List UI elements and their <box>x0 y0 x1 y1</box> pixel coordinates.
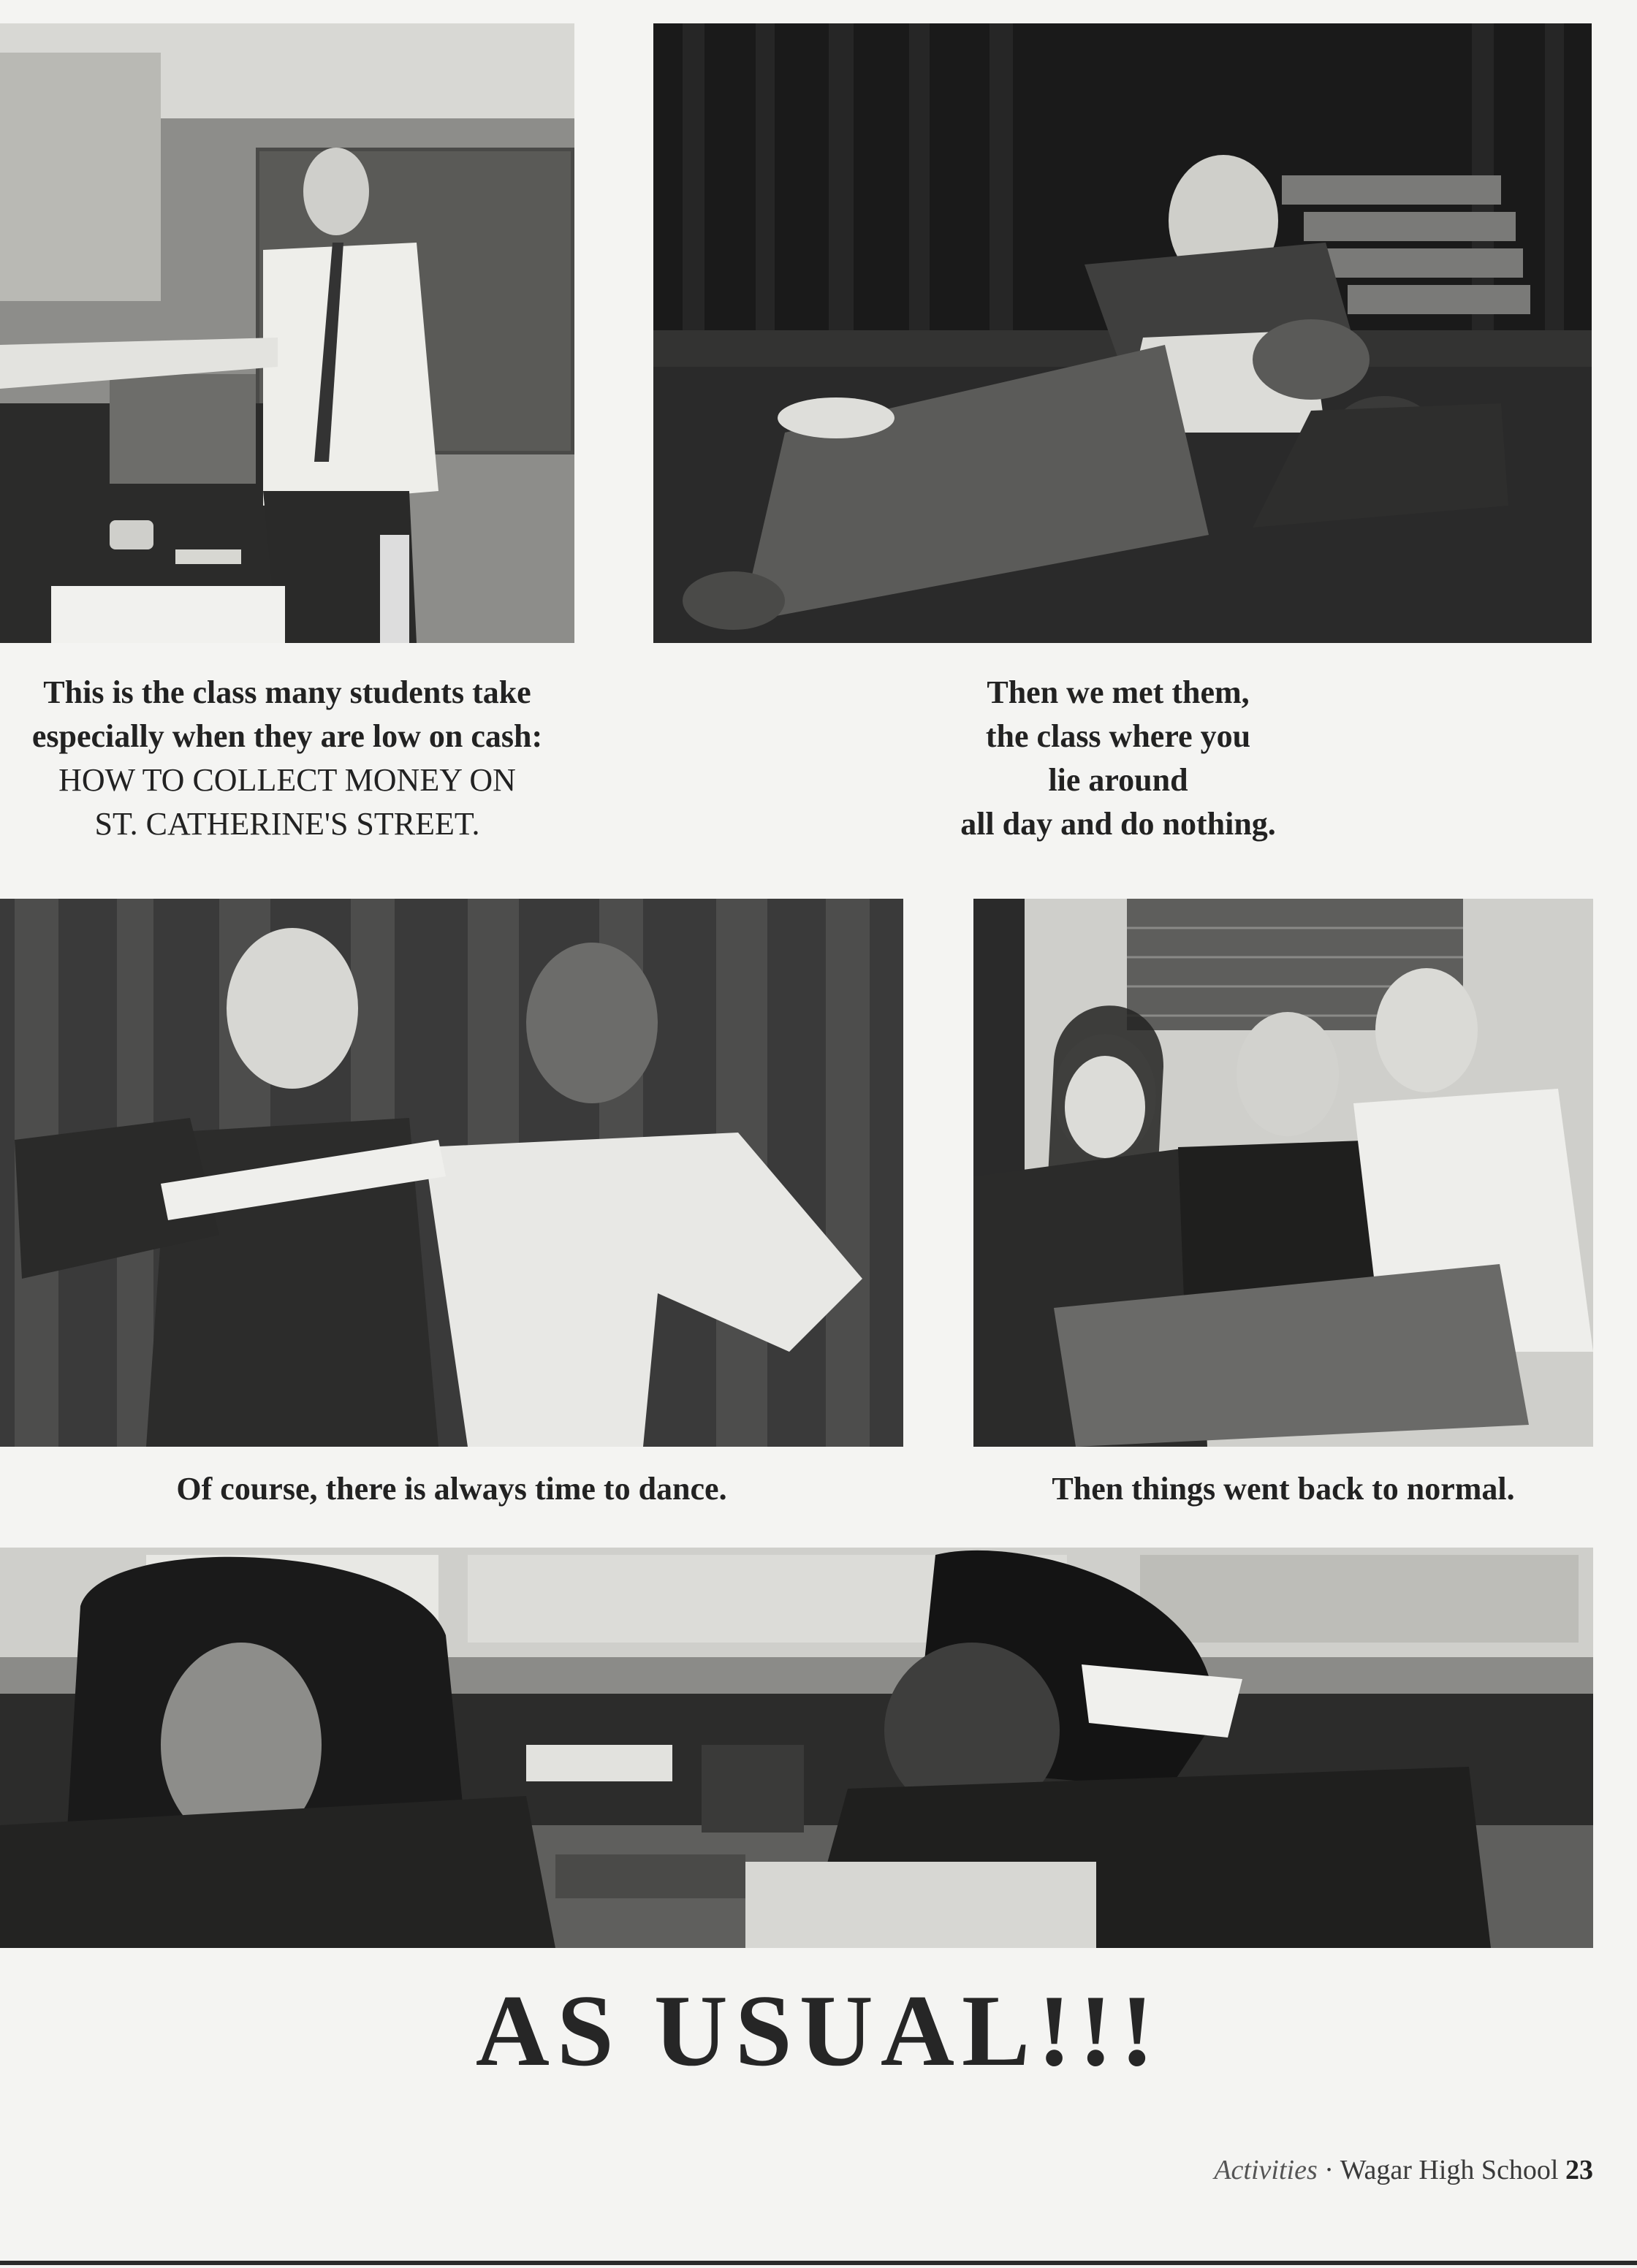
folio-school: Wagar High School <box>1340 2155 1559 2185</box>
bottom-rule <box>0 2261 1637 2265</box>
caption-stage <box>804 671 1432 846</box>
folio-page-number: 23 <box>1565 2155 1593 2185</box>
caption-stage-line-2: the class where you <box>985 718 1251 754</box>
photo-stage-students <box>653 23 1592 643</box>
caption-teacher-line-2: especially when they are low on cash: <box>31 718 543 754</box>
caption-dance <box>0 1467 903 1511</box>
caption-normal <box>973 1467 1593 1511</box>
caption-stage-line-4: all day and do nothing. <box>960 806 1276 842</box>
photo-students-studying <box>0 1548 1593 1948</box>
folio-section: Activities <box>1214 2155 1318 2185</box>
caption-teacher-line-1: This is the class many students take <box>43 674 531 710</box>
caption-dance-text: Of course, there is always time to dance. <box>176 1471 727 1507</box>
photo-teacher-classroom <box>0 23 574 643</box>
photo-friends-normal <box>973 899 1593 1447</box>
caption-stage-line-1: Then we met them, <box>987 674 1250 710</box>
page-headline: AS USUAL!!! <box>475 1974 1162 2088</box>
caption-normal-text: Then things went back to normal. <box>1052 1471 1515 1507</box>
photo-dancing <box>0 899 903 1447</box>
folio-separator: · <box>1324 2155 1334 2185</box>
caption-teacher-line-4: ST. CATHERINE'S STREET. <box>94 806 480 842</box>
caption-teacher-line-3: HOW TO COLLECT MONEY ON <box>58 762 516 798</box>
caption-stage-line-3: lie around <box>1048 762 1188 798</box>
caption-teacher <box>0 671 574 846</box>
page-folio <box>1214 2154 1593 2186</box>
